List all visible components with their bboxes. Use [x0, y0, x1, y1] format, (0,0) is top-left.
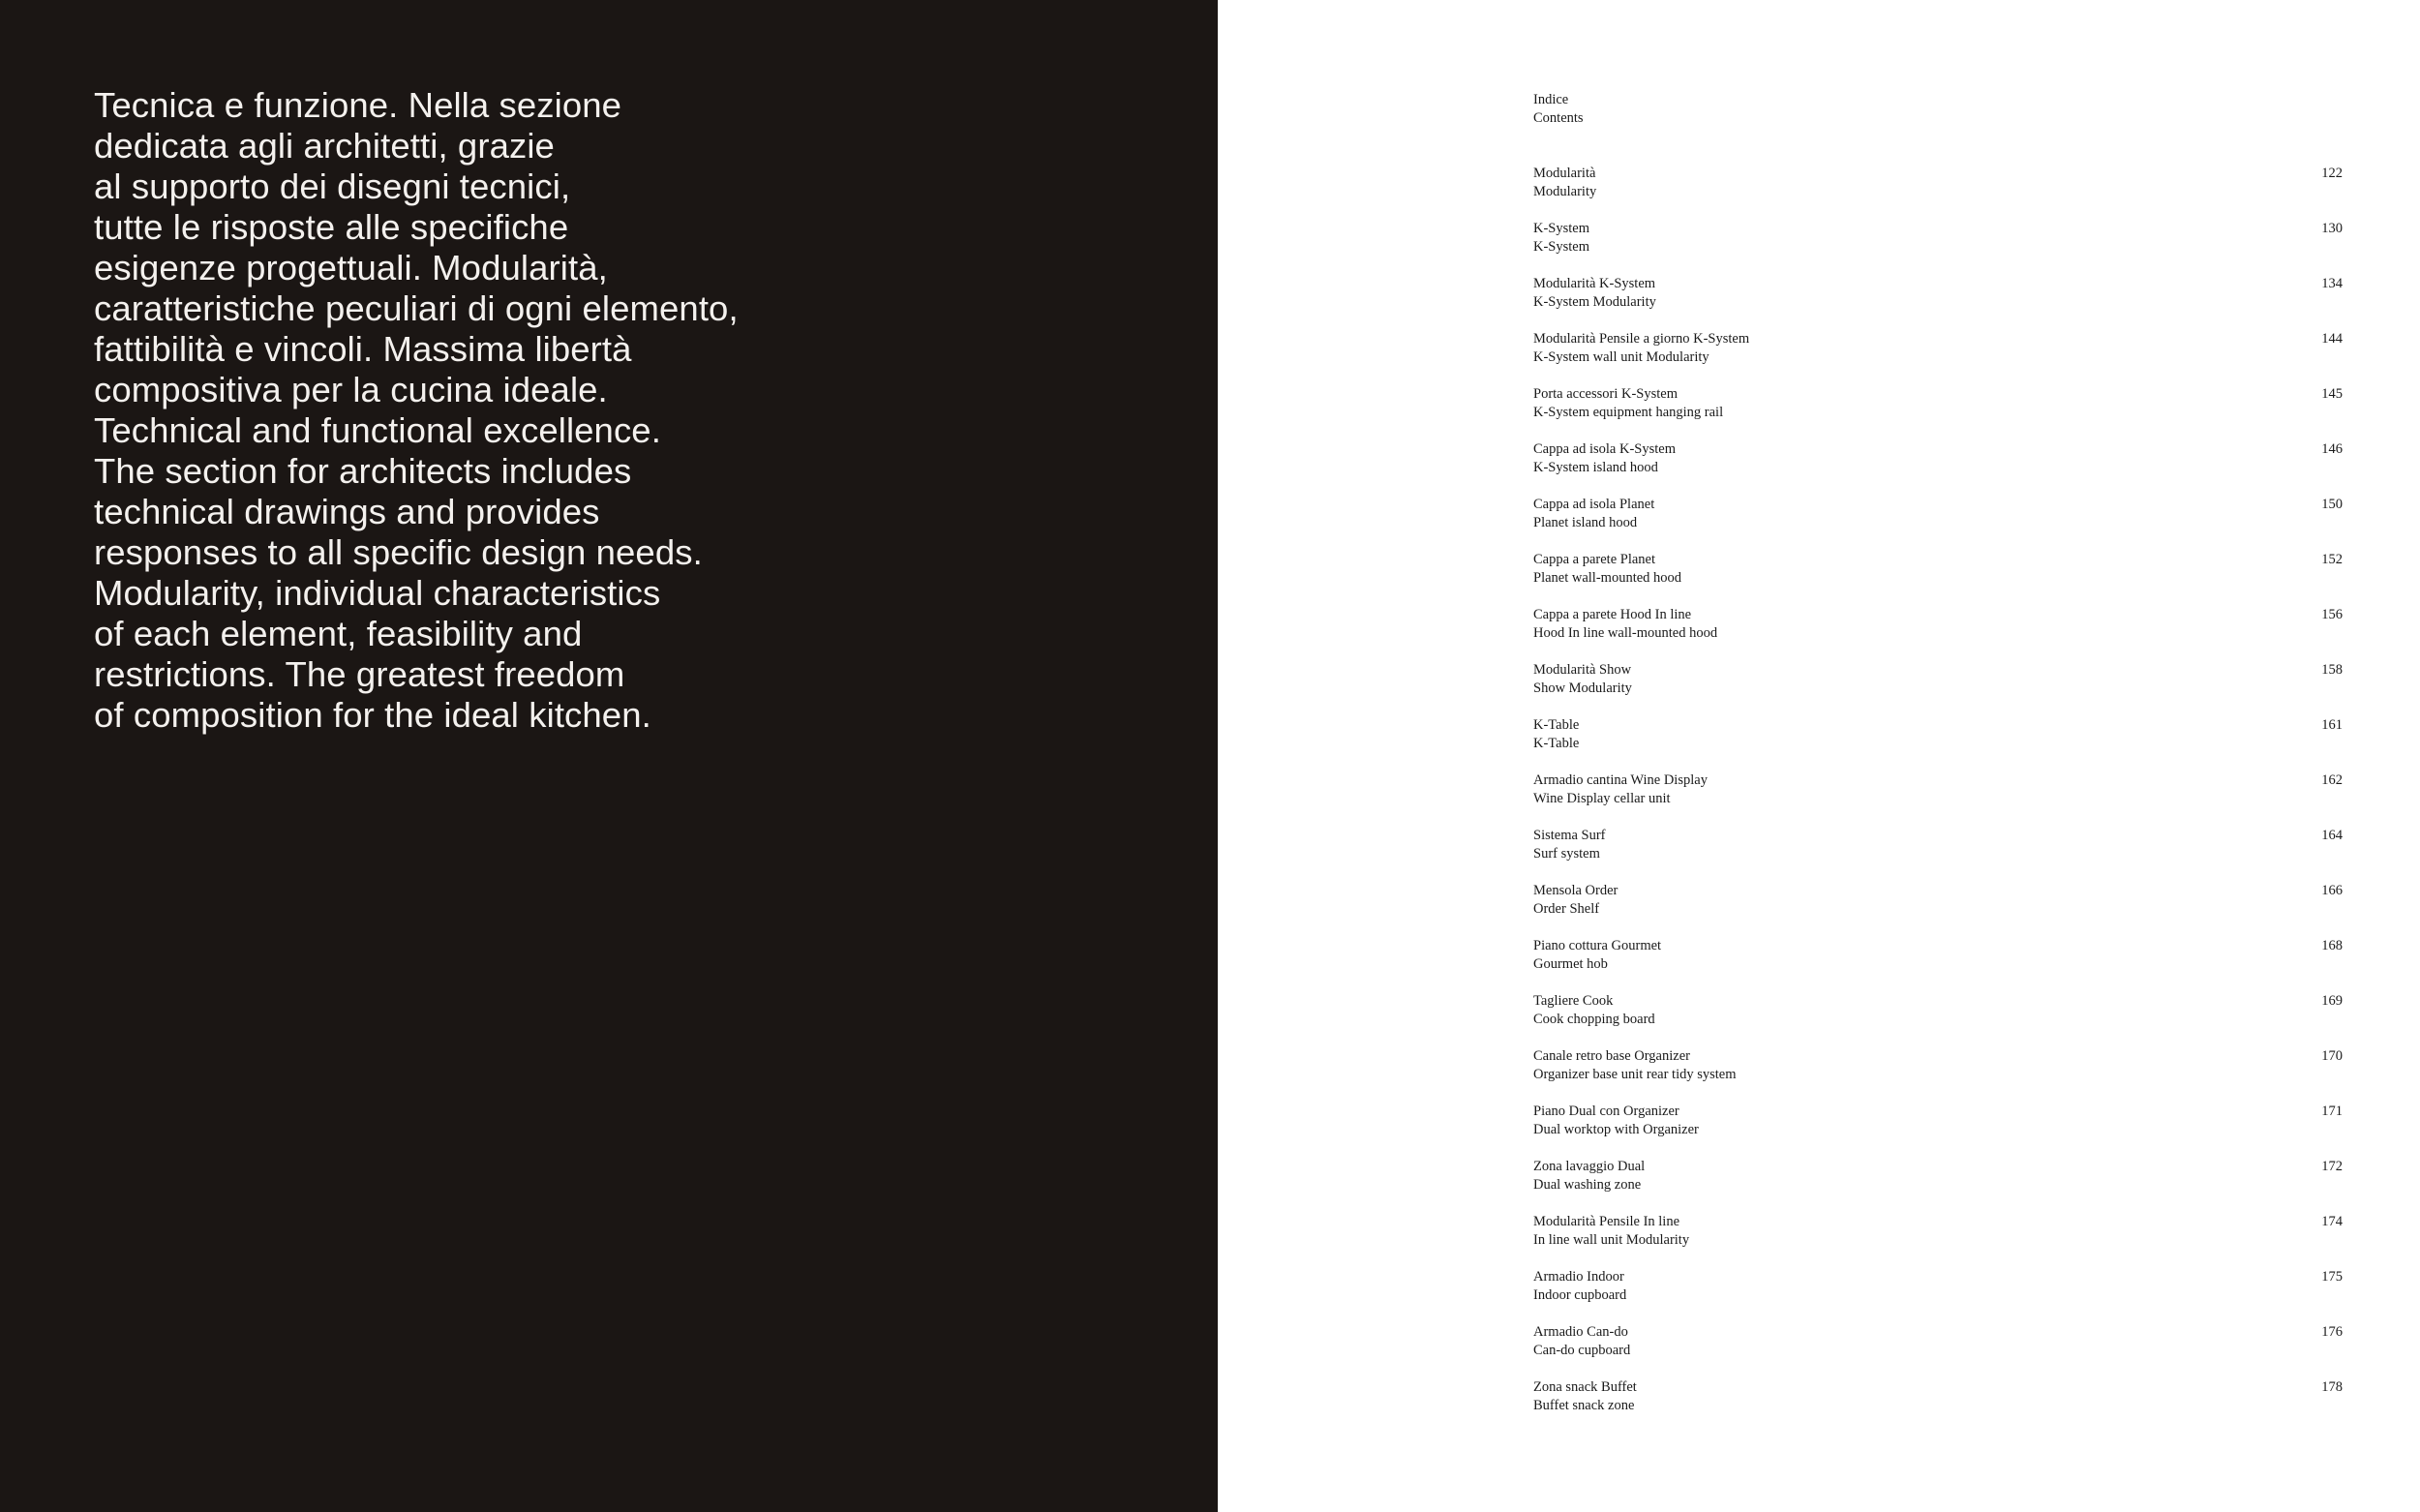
intro-line: tutte le risposte alle specifiche	[94, 207, 569, 247]
toc-entry[interactable]	[1533, 165, 2343, 220]
intro-line: Tecnica e funzione. Nella sezione	[94, 85, 622, 125]
toc-entry-page-number: 168	[2321, 938, 2343, 953]
toc-entry-title-italian: Sistema Surf	[1533, 828, 1606, 843]
toc-entry[interactable]	[1533, 496, 2343, 551]
toc-entry-title-english: Dual worktop with Organizer	[1533, 1122, 1699, 1137]
toc-entry[interactable]	[1533, 220, 2343, 275]
toc-entry[interactable]	[1533, 606, 2343, 661]
toc-entry-page-number: 152	[2321, 552, 2343, 567]
toc-entry-page-number: 130	[2321, 221, 2343, 236]
intro-line: of composition for the ideal kitchen.	[94, 695, 651, 735]
toc-title-italian: Indice	[1533, 92, 1569, 107]
toc-entry-title-english: Dual washing zone	[1533, 1177, 1642, 1193]
intro-line: fattibilità e vincoli. Massima libertà	[94, 329, 632, 369]
toc-entry-title-english: Wine Display cellar unit	[1533, 791, 1671, 806]
intro-line: Technical and functional excellence.	[94, 410, 661, 450]
intro-line: al supporto dei disegni tecnici,	[94, 166, 571, 206]
toc-entry-page-number: 174	[2321, 1214, 2343, 1229]
toc-entry-title-english: K-System island hood	[1533, 460, 1658, 475]
toc-entry-title-italian: Modularità Show	[1533, 662, 1632, 678]
toc-entry-title-english: Modularity	[1533, 184, 1597, 199]
intro-line: esigenze progettuali. Modularità,	[94, 248, 608, 287]
toc-entry-title-english: Organizer base unit rear tidy system	[1533, 1067, 1737, 1082]
toc-entry-title-italian: Mensola Order	[1533, 883, 1618, 898]
toc-entry[interactable]	[1533, 937, 2343, 992]
toc-entry-title-italian: Armadio Can-do	[1533, 1324, 1628, 1340]
toc-entry-page-number: 145	[2321, 386, 2343, 402]
toc-entry-title-italian: Cappa ad isola K-System	[1533, 441, 1676, 457]
intro-line: of each element, feasibility and	[94, 614, 583, 653]
toc-entry-page-number: 170	[2321, 1048, 2343, 1064]
toc-entry[interactable]	[1533, 1158, 2343, 1213]
toc-entry-title-english: Surf system	[1533, 846, 1600, 862]
toc-entry[interactable]	[1533, 716, 2343, 771]
toc-entry[interactable]	[1533, 1103, 2343, 1158]
toc-entry-title-italian: Modularità Pensile a giorno K-System	[1533, 331, 1750, 347]
toc-entry-page-number: 158	[2321, 662, 2343, 678]
toc-entry-title-english: K-Table	[1533, 736, 1580, 751]
toc-entry-title-italian: K-Table	[1533, 717, 1580, 733]
toc-entry-title-italian: Modularità K-System	[1533, 276, 1656, 291]
toc-entry-title-english: Order Shelf	[1533, 901, 1600, 917]
toc-entry[interactable]	[1533, 771, 2343, 827]
intro-line: dedicata agli architetti, grazie	[94, 126, 555, 166]
toc-entry-title-italian: Zona lavaggio Dual	[1533, 1159, 1646, 1174]
toc-entry[interactable]	[1533, 882, 2343, 937]
toc-entry-title-italian: Modularità	[1533, 166, 1596, 181]
toc-list	[1533, 165, 2343, 1434]
toc-entry[interactable]	[1533, 1213, 2343, 1268]
toc-entry-page-number: 146	[2321, 441, 2343, 457]
toc-entry-title-english: Planet island hood	[1533, 515, 1638, 530]
toc-entry-title-english: K-System equipment hanging rail	[1533, 405, 1724, 420]
toc-entry-page-number: 176	[2321, 1324, 2343, 1340]
toc-entry[interactable]	[1533, 1323, 2343, 1378]
toc-entry-title-english: K-System Modularity	[1533, 294, 1656, 310]
toc-entry-title-italian: Canale retro base Organizer	[1533, 1048, 1690, 1064]
toc-entry-title-english: K-System wall unit Modularity	[1533, 349, 1709, 365]
toc-entry[interactable]	[1533, 330, 2343, 385]
toc-entry-title-english: Hood In line wall-mounted hood	[1533, 625, 1718, 641]
toc-entry[interactable]	[1533, 1268, 2343, 1323]
toc-entry-title-english: K-System	[1533, 239, 1589, 255]
toc-entry-title-english: Indoor cupboard	[1533, 1287, 1627, 1303]
toc-entry[interactable]	[1533, 551, 2343, 606]
toc-entry-title-english: Buffet snack zone	[1533, 1398, 1635, 1413]
toc-heading	[1533, 91, 1584, 128]
toc-entry-title-italian: Piano Dual con Organizer	[1533, 1104, 1679, 1119]
toc-entry-page-number: 164	[2321, 828, 2343, 843]
toc-entry-title-italian: Zona snack Buffet	[1533, 1379, 1637, 1395]
toc-entry-page-number: 144	[2321, 331, 2343, 347]
toc-entry-page-number: 134	[2321, 276, 2343, 291]
intro-line: caratteristiche peculiari di ogni elemento,	[94, 288, 739, 328]
toc-entry[interactable]	[1533, 275, 2343, 330]
intro-line: The section for architects includes	[94, 451, 632, 491]
toc-entry-title-english: Gourmet hob	[1533, 956, 1608, 972]
toc-entry-title-italian: Cappa a parete Planet	[1533, 552, 1656, 567]
toc-entry[interactable]	[1533, 440, 2343, 496]
toc-entry[interactable]	[1533, 827, 2343, 882]
toc-entry-title-italian: Modularità Pensile In line	[1533, 1214, 1680, 1229]
toc-entry[interactable]	[1533, 385, 2343, 440]
toc-entry-page-number: 122	[2321, 166, 2343, 181]
toc-entry-page-number: 162	[2321, 772, 2343, 788]
toc-entry-page-number: 161	[2321, 717, 2343, 733]
toc-entry-page-number: 150	[2321, 497, 2343, 512]
toc-entry-title-italian: K-System	[1533, 221, 1589, 236]
toc-entry-title-english: Can-do cupboard	[1533, 1343, 1631, 1358]
toc-entry-page-number: 175	[2321, 1269, 2343, 1285]
toc-entry-title-italian: Porta accessori K-System	[1533, 386, 1678, 402]
toc-entry-title-english: Show Modularity	[1533, 680, 1632, 696]
toc-entry-page-number: 156	[2321, 607, 2343, 622]
toc-title-english: Contents	[1533, 110, 1584, 126]
toc-entry-page-number: 178	[2321, 1379, 2343, 1395]
toc-entry-title-italian: Tagliere Cook	[1533, 993, 1614, 1009]
toc-entry-title-italian: Piano cottura Gourmet	[1533, 938, 1662, 953]
toc-entry-title-italian: Cappa a parete Hood In line	[1533, 607, 1692, 622]
intro-line: responses to all specific design needs.	[94, 532, 703, 572]
toc-entry-title-english: Planet wall-mounted hood	[1533, 570, 1682, 586]
toc-entry-page-number: 172	[2321, 1159, 2343, 1174]
toc-entry-title-italian: Armadio Indoor	[1533, 1269, 1624, 1285]
intro-line: compositiva per la cucina ideale.	[94, 370, 608, 409]
toc-entry-page-number: 171	[2321, 1104, 2343, 1119]
intro-line: restrictions. The greatest freedom	[94, 654, 625, 694]
toc-entry-title-italian: Cappa ad isola Planet	[1533, 497, 1655, 512]
toc-entry[interactable]	[1533, 992, 2343, 1047]
toc-entry[interactable]	[1533, 1378, 2343, 1434]
intro-line: technical drawings and provides	[94, 492, 600, 531]
toc-entry[interactable]	[1533, 1047, 2343, 1103]
intro-paragraph	[94, 85, 1178, 736]
toc-entry[interactable]	[1533, 661, 2343, 716]
toc-entry-title-english: In line wall unit Modularity	[1533, 1232, 1690, 1248]
toc-entry-title-italian: Armadio cantina Wine Display	[1533, 772, 1708, 788]
toc-entry-title-english: Cook chopping board	[1533, 1012, 1655, 1027]
toc-entry-page-number: 166	[2321, 883, 2343, 898]
intro-line: Modularity, individual characteristics	[94, 573, 661, 613]
toc-entry-page-number: 169	[2321, 993, 2343, 1009]
